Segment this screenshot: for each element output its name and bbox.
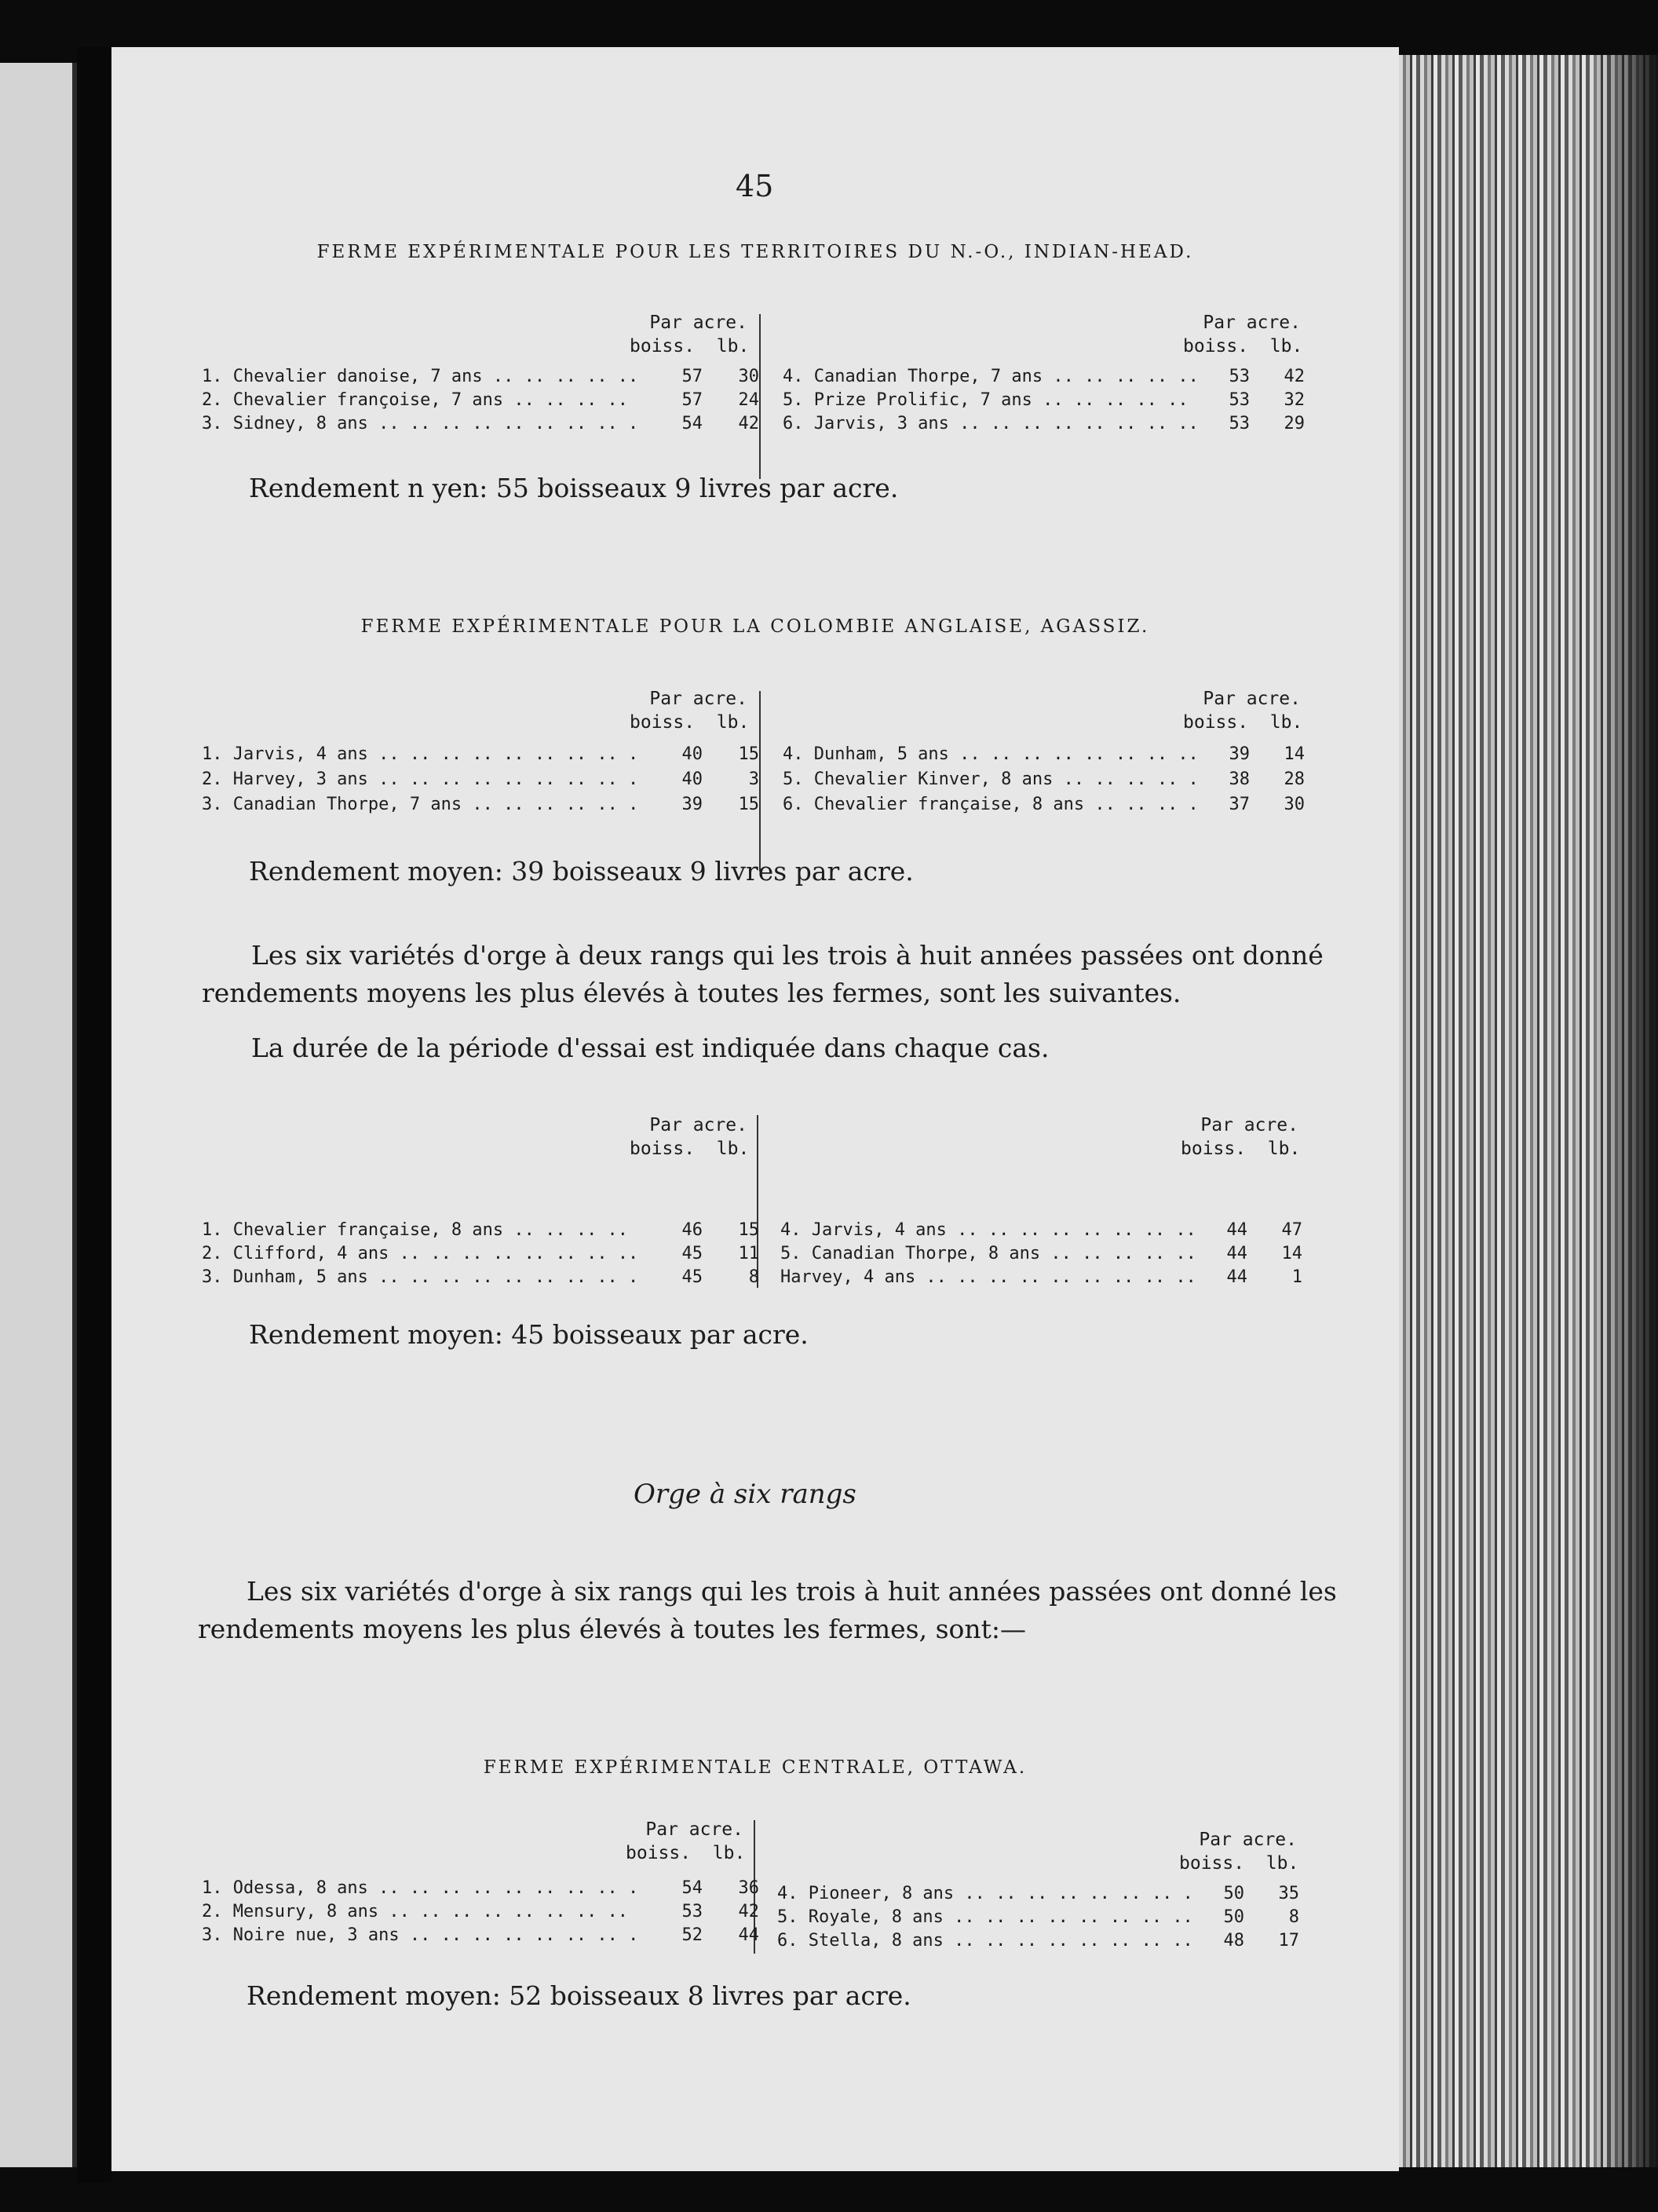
paragraph-six-row-line1: Les six variétés d'orge à six rangs qui les trois à huit années passées ont donné les [247,1576,1337,1607]
col-header-par-acre: Par acre. [649,1115,747,1135]
boiss-value: 53 [1229,367,1250,386]
lb-value: 28 [1284,770,1305,789]
col-header-par-acre: Par acre. [1203,689,1301,709]
col-header-units [1179,1852,1297,1875]
col-boiss: boiss. [1181,1139,1247,1159]
boiss-value: 57 [681,367,703,386]
lb-value: 36 [738,1878,759,1898]
column-header-right [1179,1828,1297,1875]
variety-name: 5. Royale, 8 ans .. .. [777,1906,1193,1929]
col-boiss: boiss. [630,1139,696,1159]
boiss-value: 53 [1229,390,1250,410]
boiss-value: 45 [681,1244,703,1263]
col-header-units [1183,711,1301,734]
average-yield: Rendement moyen: 45 boisseaux par acre. [249,1319,809,1350]
lb-value: 11 [738,1244,759,1263]
boiss-value: 44 [1226,1267,1247,1287]
col-boiss: boiss. [630,712,696,733]
col-boiss: boiss. [1179,1853,1245,1874]
boiss-value: 57 [681,390,703,410]
variety-name: 6. Jarvis, 3 ans .. .. [783,412,1199,436]
variety-name: 5. Canadian Thorpe, 8 ans .. .. [780,1242,1196,1266]
variety-name: 2. Harvey, 3 ans .. .. [202,768,641,792]
col-header-units [630,335,750,358]
lb-value: 15 [738,744,759,764]
col-boiss: boiss. [626,1843,692,1863]
variety-name: 4. Dunham, 5 ans .. .. [783,743,1199,766]
boiss-value: 38 [1229,770,1250,789]
col-boiss: boiss. [630,336,696,356]
col-lb: lb. [716,1139,750,1159]
column-divider [759,691,761,872]
variety-name: 4. Canadian Thorpe, 7 ans .. .. [783,365,1199,389]
lb-value: 30 [738,367,759,386]
lb-value: 24 [738,390,759,410]
lb-value: 44 [738,1925,759,1945]
lb-value: 3 [748,770,759,789]
variety-name: 6. Stella, 8 ans .. .. [777,1929,1193,1953]
subheading-six-row: Orge à six rangs [634,1479,856,1510]
lb-value: 1 [1291,1267,1302,1287]
variety-name: 1. Jarvis, 4 ans .. .. [202,743,641,766]
lb-value: 29 [1284,414,1305,433]
column-header-right [1181,1113,1301,1161]
variety-name: 6. Chevalier française, 8 ans .. .. [783,793,1199,817]
lb-value: 8 [748,1267,759,1287]
col-boiss: boiss. [1183,336,1249,356]
page-number: 45 [736,169,774,203]
lb-value: 14 [1284,744,1305,764]
variety-name: 1. Chevalier française, 8 ans .. .. [202,1219,641,1242]
facing-page-edge [0,63,77,2167]
boiss-value: 37 [1229,795,1250,814]
boiss-value: 40 [681,744,703,764]
col-header-units [630,711,750,734]
document-page [111,47,1399,2171]
boiss-value: 52 [681,1925,703,1945]
variety-name: 4. Pioneer, 8 ans .. .. [777,1882,1193,1906]
col-lb: lb. [716,336,750,356]
col-lb: lb. [1269,336,1303,356]
column-header-left [630,1113,750,1161]
boiss-value: 39 [1229,744,1250,764]
column-header-left [626,1818,746,1865]
col-lb: lb. [1267,1139,1301,1159]
lb-value: 15 [738,795,759,814]
column-header-left [630,311,750,358]
lb-value: 47 [1281,1220,1302,1240]
paragraph-two-row-line1: Les six variétés d'orge à deux rangs qui les trois à huit années passées ont donné [251,940,1324,971]
lb-value: 30 [1284,795,1305,814]
average-yield: Rendement n yen: 55 boisseaux 9 livres par acre. [249,473,899,503]
variety-name: 5. Chevalier Kinver, 8 ans .. .. [783,768,1199,792]
boiss-value: 50 [1223,1884,1244,1903]
variety-name: 1. Odessa, 8 ans .. .. [202,1877,641,1900]
variety-name: 4. Jarvis, 4 ans .. .. [780,1219,1196,1242]
paragraph-trial-period: La durée de la période d'essai est indiquée dans chaque cas. [251,1033,1050,1063]
boiss-value: 44 [1226,1244,1247,1263]
paragraph-six-row-line2: rendements moyens les plus élevés à toutes les fermes, sont:— [198,1614,1027,1644]
col-header-par-acre: Par acre. [1199,1830,1297,1850]
boiss-value: 39 [681,795,703,814]
paragraph-two-row-line2: rendements moyens les plus élevés à toutes les fermes, sont les suivantes. [202,978,1181,1008]
col-boiss: boiss. [1183,712,1249,733]
column-divider [759,314,761,479]
col-lb: lb. [712,1843,746,1863]
boiss-value: 40 [681,770,703,789]
col-header-units [626,1841,746,1865]
boiss-value: 53 [681,1902,703,1921]
col-header-par-acre: Par acre. [649,689,747,709]
boiss-value: 46 [681,1220,703,1240]
variety-name: 3. Dunham, 5 ans .. .. [202,1266,641,1289]
variety-name: 5. Prize Prolific, 7 ans .. .. [783,389,1199,412]
variety-name: 3. Canadian Thorpe, 7 ans .. .. [202,793,641,817]
boiss-value: 50 [1223,1907,1244,1927]
section-heading-agassiz: FERME EXPÉRIMENTALE POUR LA COLOMBIE ANGLAISE, AGASSIZ. [360,616,1150,637]
variety-name: Harvey, 4 ans .. .. [780,1266,1196,1289]
col-lb: lb. [1269,712,1303,733]
col-header-units [1181,1137,1301,1161]
boiss-value: 54 [681,1878,703,1898]
lb-value: 32 [1284,390,1305,410]
section-heading-indian-head: FERME EXPÉRIMENTALE POUR LES TERRITOIRES DU N.-O., INDIAN-HEAD. [316,242,1194,262]
column-header-right [1183,687,1301,734]
lb-value: 42 [738,414,759,433]
col-header-par-acre: Par acre. [649,313,747,333]
average-yield: Rendement moyen: 39 boisseaux 9 livres par acre. [249,856,914,887]
average-yield: Rendement moyen: 52 boisseaux 8 livres par acre. [247,1980,911,2011]
lb-value: 42 [738,1902,759,1921]
boiss-value: 48 [1223,1931,1244,1951]
variety-name: 2. Mensury, 8 ans .. .. [202,1900,641,1924]
col-header-units [1183,335,1301,358]
column-header-left [630,687,750,734]
col-header-units [630,1137,750,1161]
boiss-value: 53 [1229,414,1250,433]
lb-value: 15 [738,1220,759,1240]
boiss-value: 45 [681,1267,703,1287]
boiss-value: 54 [681,414,703,433]
variety-name: 2. Chevalier françoise, 7 ans .. .. [202,389,641,412]
column-header-right [1183,311,1301,358]
lb-value: 8 [1288,1907,1299,1927]
variety-name: 3. Noire nue, 3 ans .. .. [202,1924,641,1947]
page-edges [1399,55,1658,2167]
lb-value: 42 [1284,367,1305,386]
variety-name: 3. Sidney, 8 ans .. .. [202,412,641,436]
col-lb: lb. [1265,1853,1299,1874]
col-header-par-acre: Par acre. [1200,1115,1298,1135]
boiss-value: 44 [1226,1220,1247,1240]
lb-value: 35 [1278,1884,1299,1903]
section-heading-ottawa: FERME EXPÉRIMENTALE CENTRALE, OTTAWA. [483,1757,1028,1778]
col-header-par-acre: Par acre. [645,1819,743,1840]
lb-value: 17 [1278,1931,1299,1951]
book-gutter [77,47,111,2183]
col-lb: lb. [716,712,750,733]
variety-name: 2. Clifford, 4 ans .. .. [202,1242,641,1266]
lb-value: 14 [1281,1244,1302,1263]
col-header-par-acre: Par acre. [1203,313,1301,333]
variety-name: 1. Chevalier danoise, 7 ans .. .. [202,365,641,389]
